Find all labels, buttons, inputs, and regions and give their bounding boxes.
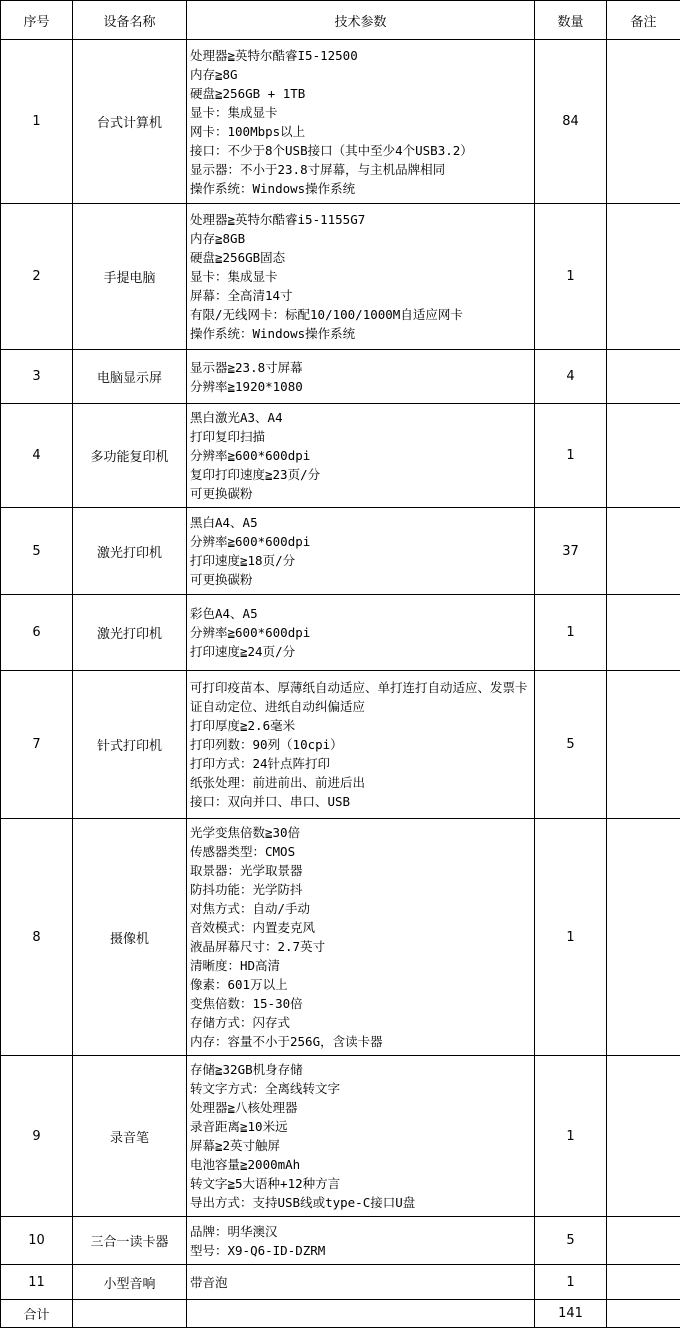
spec-line: 内存≧8GB [190,231,246,246]
row-name: 针式打印机 [73,671,187,819]
spec-line: 录音距离≧10米远 [190,1119,288,1134]
spec-line: 导出方式：支持USB线或type-C接口U盘 [190,1195,416,1210]
spec-line: 带音泡 [190,1274,228,1290]
header-qty: 数量 [535,1,607,40]
spec-line: 显示器：不小于23.8寸屏幕，与主机品牌相同 [190,161,446,177]
row-name: 激光打印机 [73,508,187,595]
spec-line: 硬盘≧256GB固态 [190,250,286,265]
spec-line: 黑白A4、A5 [190,515,258,530]
row-qty: 1 [535,1265,607,1300]
row-name: 台式计算机 [73,40,187,204]
row-no: 2 [1,204,73,350]
spec-line: 接口：双向并口、串口、USB [190,794,351,809]
row-note [607,350,680,404]
total-row [1,1300,680,1328]
table-row [1,204,680,350]
row-note [607,404,680,508]
header-name: 设备名称 [73,1,187,40]
spec-line: 音效模式：内置麦克风 [190,920,316,935]
row-note [607,204,680,350]
spec-line: 网卡：100Mbps以上 [190,123,306,139]
total-qty: 141 [535,1300,607,1328]
row-qty: 1 [535,204,607,350]
header-row [1,1,680,40]
spec-line: 变焦倍数：15-30倍 [190,996,303,1011]
row-note [607,1265,680,1300]
total-label: 合计 [1,1300,73,1328]
row-qty: 84 [535,40,607,204]
spec-line: 接口：不少于8个USB接口（其中至少4个USB3.2） [190,142,473,158]
table-row [1,404,680,508]
spec-line: 黑白激光A3、A4 [190,410,283,425]
spec-line: 处理器≧八核处理器 [190,1100,298,1115]
row-spec [187,595,535,671]
spec-line: 显卡：集成显卡 [190,104,278,120]
row-qty: 5 [535,1217,607,1265]
spec-line: 硬盘≧256GB + 1TB [190,85,306,101]
spec-line: 可更换碳粉 [190,486,253,501]
spec-line: 打印速度≧18页/分 [190,553,296,568]
spec-line: 内存≧8G [190,66,238,82]
spec-line: 屏幕：全高清14寸 [190,288,293,303]
spec-line: 转文字方式：全离线转文字 [190,1081,341,1096]
spec-line: 打印速度≧24页/分 [190,644,296,659]
row-spec [187,1217,535,1265]
table-row [1,508,680,595]
spec-line: 复印打印速度≧23页/分 [190,467,321,482]
row-name: 激光打印机 [73,595,187,671]
total-note-cell [607,1300,680,1328]
spec-line: 型号：X9-Q6-ID-DZRM [190,1242,326,1258]
spec-line: 传感器类型：CMOS [190,844,296,859]
row-spec [187,350,535,404]
spec-line: 电池容量≧2000mAh [190,1157,301,1172]
spec-line: 存储≧32GB机身存储 [190,1062,303,1077]
spec-line: 对焦方式：自动/手动 [190,901,311,916]
row-spec [187,508,535,595]
spec-line: 品牌：明华澳汉 [190,1223,278,1239]
table-row [1,1217,680,1265]
spec-line: 清晰度：HD高清 [190,958,281,973]
spec-line: 内存：容量不小于256G，含读卡器 [190,1034,383,1049]
row-no: 7 [1,671,73,819]
spec-line: 纸张处理：前进前出、前进后出 [190,775,366,790]
row-spec [187,1265,535,1300]
spec-line: 有限/无线网卡：标配10/100/1000M自适应网卡 [190,307,463,322]
row-qty: 1 [535,404,607,508]
table-body [1,40,680,1300]
spec-line: 彩色A4、A5 [190,606,258,621]
row-no: 9 [1,1056,73,1217]
spec-line: 取景器：光学取景器 [190,863,303,878]
table-row [1,1056,680,1217]
spec-line: 分辨率≧600*600dpi [190,625,311,640]
spec-line: 打印厚度≧2.6毫米 [190,718,296,733]
table-row [1,671,680,819]
total-spec-cell [187,1300,535,1328]
row-no: 5 [1,508,73,595]
row-note [607,595,680,671]
spec-line: 分辨率≧600*600dpi [190,448,311,463]
row-no: 11 [1,1265,73,1300]
table-row [1,819,680,1056]
spec-line: 处理器≧英特尔酷睿i5-1155G7 [190,212,366,227]
spec-line: 打印方式：24针点阵打印 [190,756,331,771]
row-no: 3 [1,350,73,404]
row-no: 6 [1,595,73,671]
row-spec [187,1056,535,1217]
table-row [1,1265,680,1300]
row-spec [187,204,535,350]
row-note [607,1217,680,1265]
row-name: 电脑显示屏 [73,350,187,404]
total-name-cell [73,1300,187,1328]
spec-line: 屏幕≧2英寸触屏 [190,1138,281,1153]
row-name: 手提电脑 [73,204,187,350]
row-qty: 4 [535,350,607,404]
spec-line: 分辨率≧600*600dpi [190,534,311,549]
spec-line: 转文字≧5大语种+12种方言 [190,1176,341,1191]
spec-line: 液晶屏幕尺寸：2.7英寸 [190,939,326,954]
row-spec [187,40,535,204]
row-spec [187,671,535,819]
row-note [607,1056,680,1217]
row-note [607,40,680,204]
row-name: 录音笔 [73,1056,187,1217]
spec-line: 打印列数：90列（10cpi） [190,737,343,752]
row-no: 8 [1,819,73,1056]
header-no: 序号 [1,1,73,40]
spec-line: 可更换碳粉 [190,572,253,587]
spec-line: 分辨率≧1920*1080 [190,378,303,394]
row-note [607,671,680,819]
row-no: 1 [1,40,73,204]
spec-line: 处理器≧英特尔酷睿I5-12500 [190,47,358,63]
header-spec: 技术参数 [187,1,535,40]
spec-line: 像素：601万以上 [190,977,288,992]
table-row [1,350,680,404]
row-name: 小型音响 [73,1265,187,1300]
row-no: 4 [1,404,73,508]
row-qty: 1 [535,819,607,1056]
spec-line: 显示器≧23.8寸屏幕 [190,359,303,375]
row-qty: 1 [535,1056,607,1217]
table-row [1,40,680,204]
row-no: 10 [1,1217,73,1265]
header-note: 备注 [607,1,680,40]
row-name: 多功能复印机 [73,404,187,508]
row-note [607,508,680,595]
spec-line: 存储方式：闪存式 [190,1015,291,1030]
row-qty: 37 [535,508,607,595]
spec-line: 可打印疫苗本、厚薄纸自动适应、单打连打自动适应、发票卡证自动定位、进纸自动纠偏适应 [190,680,528,714]
spec-line: 操作系统：Windows操作系统 [190,326,356,341]
row-name: 摄像机 [73,819,187,1056]
table-row [1,595,680,671]
spec-line: 防抖功能：光学防抖 [190,882,303,897]
spec-line: 操作系统：Windows操作系统 [190,180,356,196]
spec-line: 打印复印扫描 [190,429,266,444]
row-note [607,819,680,1056]
row-qty: 5 [535,671,607,819]
spec-line: 光学变焦倍数≧30倍 [190,825,301,840]
row-qty: 1 [535,595,607,671]
row-name: 三合一读卡器 [73,1217,187,1265]
row-spec [187,819,535,1056]
spec-line: 显卡：集成显卡 [190,269,278,284]
row-spec [187,404,535,508]
